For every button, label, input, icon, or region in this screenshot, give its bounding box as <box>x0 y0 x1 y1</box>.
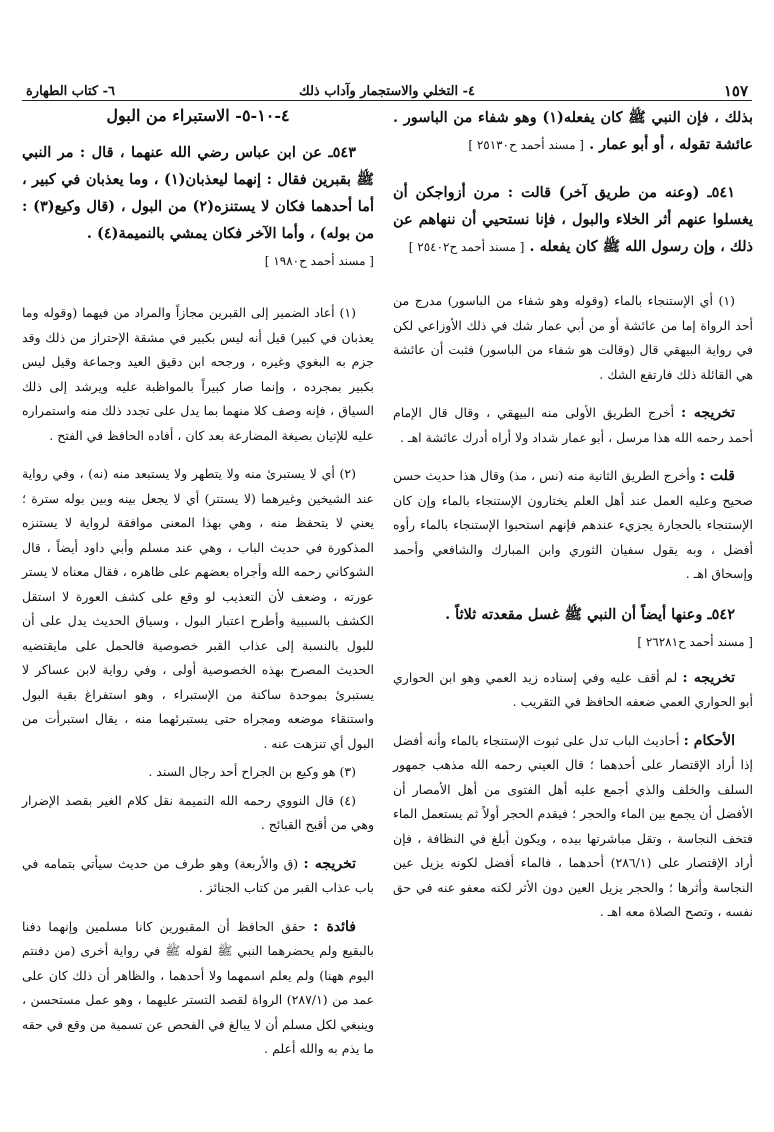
qult-paragraph <box>393 464 753 587</box>
footnote-2: (٢) أي لا يستبرئ منه ولا يتطهر ولا يستبعد منه (نه) ، وفي رواية عند الشيخين وغيرهما (لا يستتر) أي لا يجعل بينه وبين بوله سترة ؛ يعني لا يتحفظ منه ، وهي بهذا المعنى موافقة لرواية لا يستنزه المذكورة في حديث الباب ، وهي عند مسلم وأبي داود أيضاً ، قال الشوكاني رحمه الله وأجراه بعضهم على ظاهره ، فقال معناه لا يستر عورته ، وضعف لأن التعذيب لو وقع على كشف العورة لا استقل الكشف بالسببية وأطرح اعتبار البول ، وسياق الحديث يدل على أن للبول بالنسبة إلى عذاب القبر خصوصية فالحمل على مايقتضيه الحديث المصرح بهذه الخصوصية أولى ، وفي رواية لابن عساكر لا يستبرئ بموحدة ساكنة من الإستبراء ، وهو استفراغ بقية البول واستنقاء موضعه ومجراه حتى يستبرئهما منه ، يقال استبرأت من البول أي تنزهت عنه . <box>22 466 374 751</box>
takhrij-paragraph <box>393 401 753 450</box>
takhrij-text: لم أقف عليه وفي إسناده زيد العمي وهو ابن الحواري أبو الحواري العمي ضعفه الحافظ في التقريب . <box>393 669 753 709</box>
ahkam-label: الأحكام : <box>683 732 735 749</box>
hadith-541 <box>393 179 753 261</box>
left-column <box>22 104 374 1076</box>
hadith-text: ٥٤٣ـ عن ابن عباس رضي الله عنهما ، قال : مر النبي ﷺ بقبرين فقال : إنهما ليعذبان(١) ، وما يعذبان في كبير ، أما أحدهما فكان لا يستنزه(٢) من البول ، (قال وكيع(٣) : من بوله) ، وأما الآخر فكان يمشي بالنميمة(٤) . <box>22 144 374 242</box>
takhrij-label: تخريجه : <box>682 669 736 686</box>
qult-label: قلت : <box>699 468 735 484</box>
footnote-4: (٤) قال النووي رحمه الله النميمة نقل كلام الغير بقصد الإضرار وهي من أقبح القبائح . <box>22 792 374 832</box>
takhrij-label: تخريجه : <box>681 405 735 421</box>
book-title: ٦- كتاب الطهارة <box>26 84 116 99</box>
hadith-543 <box>22 139 374 275</box>
right-column <box>393 104 753 939</box>
ahkam-paragraph <box>393 729 753 925</box>
citation: [ مسند أحمد ح١٩٨٠ ] <box>264 254 374 268</box>
page-number: ١٥٧ <box>723 82 748 100</box>
footnote-3: (٣) هو وكيع بن الجراح أحد رجال السند . <box>148 764 356 779</box>
hadith-text: ٥٤٢ـ وعنها أيضاً أن النبي ﷺ غسل مقعدته ثلاثاً . <box>445 605 735 623</box>
takhrij-label: تخريجه : <box>303 855 357 872</box>
hadith-540-end <box>393 104 753 159</box>
chapter-title: ٤- التخلي والاستجمار وآداب ذلك <box>298 84 475 99</box>
hadith-542 <box>393 601 753 656</box>
footnote-1: (١) أعاد الضمير إلى القبرين مجازاً والمراد من فيهما (وقوله وما يعذبان في كبير) قيل أنه ليس بكبير في مشقة الإحتراز من ذلك وقد جزم به البغوي وغيره ، ورجحه ابن دقيق العيد وجماعة وقيل ليس بكبير بمجرده ، وإنما صار كبيراً بالمواظبة عليه ويرشد إلى ذلك السياق ، فإنه وصف كلا منهما بما يدل على تجدد ذلك منه واستمراره عليه للإتيان بصيغة المضارعة بعد كان ، أفاده الحافظ في الفتح . <box>22 305 374 443</box>
hadith-text: ٥٤١ـ (وعنه من طريق آخر) قالت : مرن أزواجكن أن يغسلوا عنهم أثر الخلاء والبول ، فإنا نستحيي أن ننهاهم عن ذلك ، وإن رسول الله ﷺ كان يفعله . <box>393 184 753 255</box>
ahkam-text: أحاديث الباب تدل على ثبوت الإستنجاء بالماء وأنه أفضل إذا أراد الإقتصار على أحدهما ؛ قال العيني رحمه الله مذهب جمهور السلف والخلف والذي أجمع عليه أهل الفتوى من أهل الأمصار أن الأفضل أن يجمع بين الماء والحجر ؛ فيقدم الحجر أولاً ثم يستعمل الماء فتخف النجاسة ، وتقل مباشرتها بيده ، ويكون أبلغ في النظافة ، فإن أراد الإقتصار على (٢٨٦/١) أحدهما ، فالماء أفضل لكونه يزيل عين النجاسة وأثرها ؛ والحجر يزيل العين دون الأثر لكنه معفو عنه في حق نفسه ، وتصح الصلاة معه اهـ . <box>393 732 753 919</box>
citation: [ مسند أحمد ح٢٦٢٨١ ] <box>637 634 753 649</box>
takhrij-paragraph <box>393 666 753 715</box>
faida-text: حقق الحافظ أن المقبورين كانا مسلمين وإنهما دفنا بالبقيع ولم يحضرهما النبي ﷺ لقوله ﷺ في رواية أخرى (من دفنتم اليوم ههنا) ولم يعلم اسمهما ولا أحدهما ، والظاهر أن ذلك كان على عمد من (٢٨٧/١) الرواة لقصد التستر عليهما ، وهو عمل مستحسن ، وينبغي لكل مسلم أن لا يبالغ في الفحص عن تسمية من وقع في حقه ما يذم به والله أعلم . <box>22 918 375 1056</box>
section-heading: ٤-١٠-٥- الاستبراء من البول <box>106 106 290 125</box>
faida-label: فائدة : <box>313 918 356 935</box>
qult-text: وأخرج الطريق الثانية منه (نس ، مذ) وقال هذا حديث حسن صحيح وعليه العمل عند أهل العلم يختارون الإستنجاء بالماء وإن كان الإستنجاء بالحجارة يجزيء عندهم فإنهم استحبوا الإستنجاء بالماء رأوه أفضل ، وبه يقول سفيان الثوري وابن المبارك والشافعي وأحمد وإسحاق اهـ . <box>393 468 753 581</box>
takhrij-text: أخرج الطريق الأولى منه البيهقي ، وقال قال الإمام أحمد رحمه الله هذا مرسل ، أبو عمار شداد ولا أراه أدرك عائشة اهـ . <box>393 405 753 445</box>
running-header <box>22 84 752 101</box>
takhrij-text: (ق والأربعة) وهو طرف من حديث سيأتي بتمامه في باب عذاب القبر من كتاب الجنائز . <box>22 855 374 895</box>
citation: [ مسند أحمد ح٢٥٤٠٢ ] <box>408 240 525 254</box>
citation: [ مسند أحمد ح٢٥١٣٠ ] <box>468 138 584 152</box>
faida-paragraph <box>22 915 374 1062</box>
footnote-1: (١) أي الإستنجاء بالماء (وقوله وهو شفاء من الباسور) مدرج من أحد الرواة إما من عائشة أو من أبي عمار شك في ذلك الأوزاعي لكن في رواية البيهقي قال (وقالت هو شفاء من الباسور) فثبت أن عائشة هي القائلة ذلك فارتفع الشك . <box>393 293 753 382</box>
hadith-text: بذلك ، فإن النبي ﷺ كان يفعله(١) وهو شفاء من الباسور . عائشة تقوله ، أو أبو عمار . <box>393 109 753 153</box>
takhrij-paragraph <box>22 852 374 901</box>
